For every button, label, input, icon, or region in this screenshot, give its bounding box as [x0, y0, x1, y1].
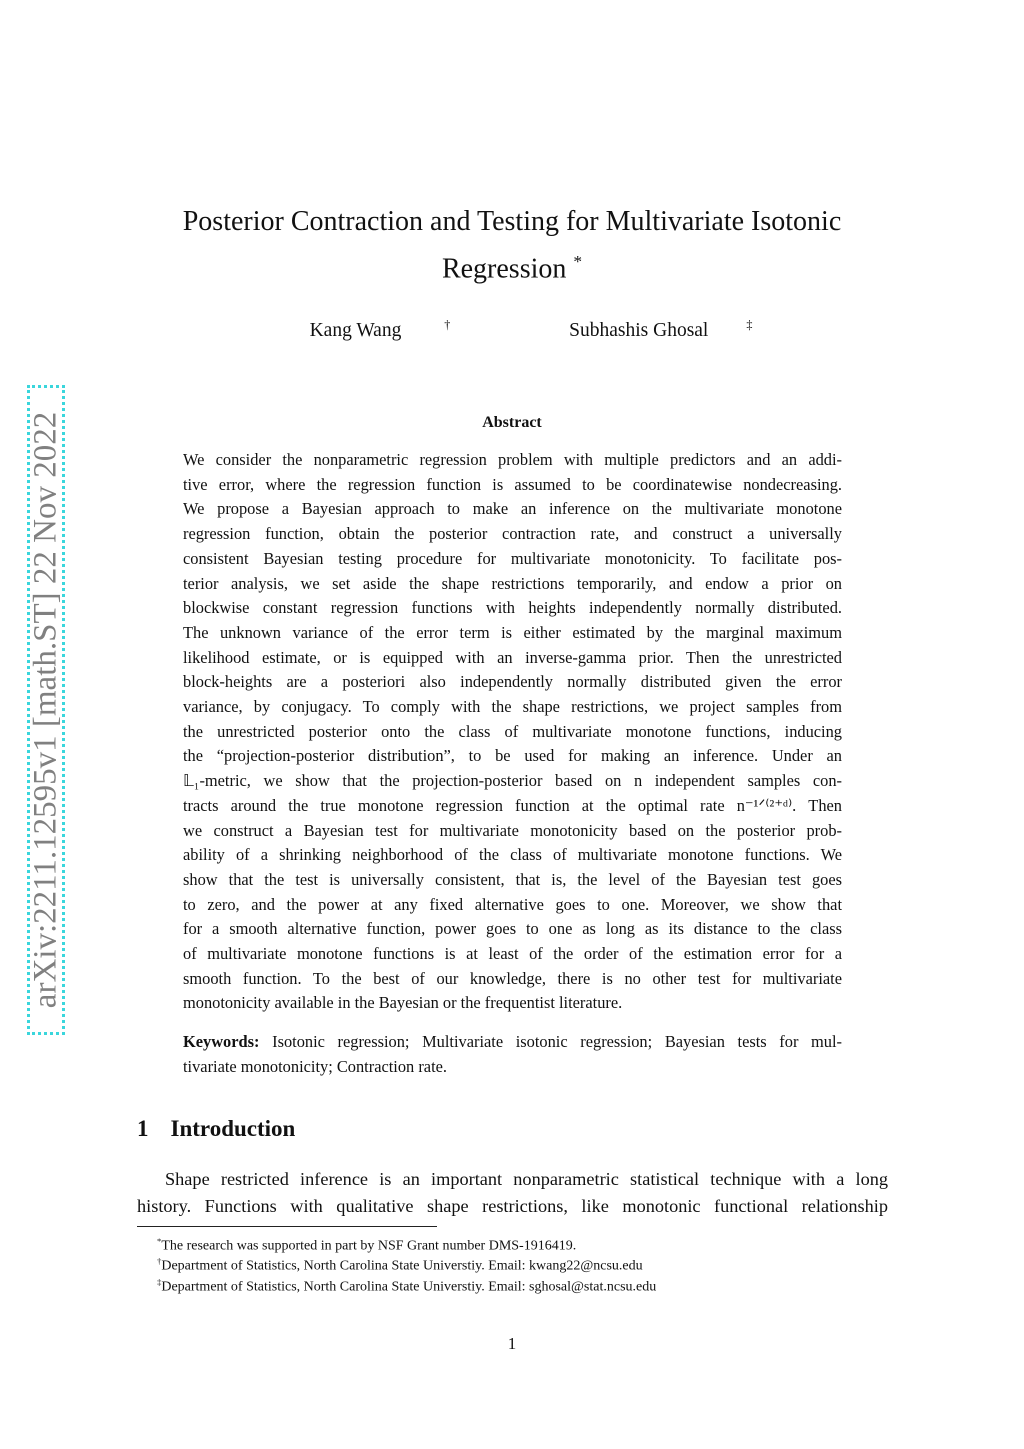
paper-title-line-2	[0, 252, 1024, 285]
keywords-line-1	[183, 1032, 842, 1052]
paper-title-line-1: Posterior Contraction and Testing for Multivariate Isotonic	[182, 206, 842, 237]
abstract-line: likelihood estimate, or is equipped with an inverse-gamma prior. Then the unrestricted	[183, 647, 842, 667]
abstract-line: terior analysis, we set aside the shape restrictions temporarily, and endow a prior on	[183, 573, 842, 593]
footnote-text: The research was supported in part by NSF Grant number DMS-1916419.	[161, 1238, 577, 1254]
author-mark: †	[444, 317, 451, 331]
abstract-line: We consider the nonparametric regression problem with multiple predictors and an addi-	[183, 450, 842, 469]
footnote-mark: *	[157, 1236, 162, 1246]
title-footnote-mark: *	[573, 252, 583, 271]
abstract-line: 𝕃₁-metric, we show that the projection-posterior based on n independent samples con-	[183, 771, 842, 791]
intro-line: history. Functions with qualitative shape restrictions, like monotonic functional relationship	[137, 1196, 888, 1216]
abstract-heading: Abstract	[482, 414, 542, 431]
abstract-line: consistent Bayesian testing procedure for multivariate monotonicity. To facilitate pos-	[183, 548, 842, 568]
author	[531, 317, 753, 341]
abstract-line: we construct a Bayesian test for multivariate monotonicity based on the posterior prob-	[183, 820, 842, 840]
abstract-line: block-heights are a posteriori also independently normally distributed given the error	[183, 672, 842, 692]
abstract-line: The unknown variance of the error term is either estimated by the marginal maximum	[183, 622, 842, 642]
abstract-line: We propose a Bayesian approach to make an inference on the multivariate monotone	[183, 499, 842, 519]
intro-line: Shape restricted inference is an important nonparametric statistical technique with a long	[165, 1169, 888, 1189]
keywords-label: Keywords:	[183, 1032, 260, 1051]
page-number: 1	[507, 1334, 517, 1353]
section-heading	[137, 1116, 295, 1142]
arxiv-stamp[interactable]	[27, 385, 65, 1035]
abstract-line: for a smooth alternative function, power goes to one as long as its distance to the class	[183, 919, 842, 939]
footnote	[157, 1273, 656, 1297]
footnote-mark: †	[157, 1256, 162, 1266]
footnote-mark: ‡	[157, 1277, 162, 1287]
author-name: Kang Wang	[309, 319, 402, 341]
abstract-line: the unrestricted posterior onto the class of multivariate monotone functions, inducing	[183, 721, 842, 741]
authors	[0, 317, 1024, 342]
keywords-line-2: tivariate monotonicity; Contraction rate.	[183, 1057, 447, 1076]
section-title: Introduction	[170, 1116, 296, 1141]
section-number: 1	[137, 1116, 149, 1141]
footnote-text: Department of Statistics, North Carolina State Universtiy. Email: sghosal@stat.ncsu.edu	[161, 1279, 657, 1295]
abstract-line: variance, by conjugacy. To comply with the shape restrictions, we project samples from	[183, 697, 842, 716]
abstract-line: to zero, and the power at any fixed alternative goes to one. Moreover, we show that	[183, 894, 842, 914]
title-text: Regression	[441, 253, 567, 285]
keywords-text: Isotonic regression; Multivariate isotonic regression; Bayesian tests for mul-	[259, 1032, 842, 1051]
abstract-line: of multivariate monotone functions is at least of the order of the estimation error for a	[183, 944, 842, 963]
footnote-rule	[137, 1226, 437, 1227]
abstract-line: monotonicity available in the Bayesian or the frequentist literature.	[183, 993, 623, 1013]
abstract-line: smooth function. To the best of our knowledge, there is no other test for multivariate	[183, 968, 842, 988]
author-mark: ‡	[746, 317, 753, 331]
abstract-line: blockwise constant regression functions with heights independently normally distributed.	[183, 598, 842, 618]
abstract-line: ability of a shrinking neighborhood of the class of multivariate monotone functions. We	[183, 845, 842, 865]
abstract-line: regression function, obtain the posterior contraction rate, and construct a universally	[183, 524, 842, 544]
abstract-line: the “projection-posterior distribution”, to be used for making an inference. Under an	[183, 746, 842, 766]
author	[272, 317, 451, 341]
abstract-line: tracts around the true monotone regression function at the optimal rate n⁻¹ᐟ⁽²⁺ᵈ⁾. Then	[183, 795, 842, 815]
arxiv-identifier: arXiv:2211.12595v1 [math.ST] 22 Nov 2022	[27, 411, 64, 1009]
footnote-text: Department of Statistics, North Carolina State Universtiy. Email: kwang22@ncsu.edu	[161, 1258, 643, 1274]
author-name: Subhashis Ghosal	[569, 319, 709, 341]
abstract-line: show that the test is universally consistent, that is, the level of the Bayesian test goes	[183, 869, 842, 889]
abstract-line: tive error, where the regression function is assumed to be coordinatewise nondecreasing.	[183, 474, 842, 494]
